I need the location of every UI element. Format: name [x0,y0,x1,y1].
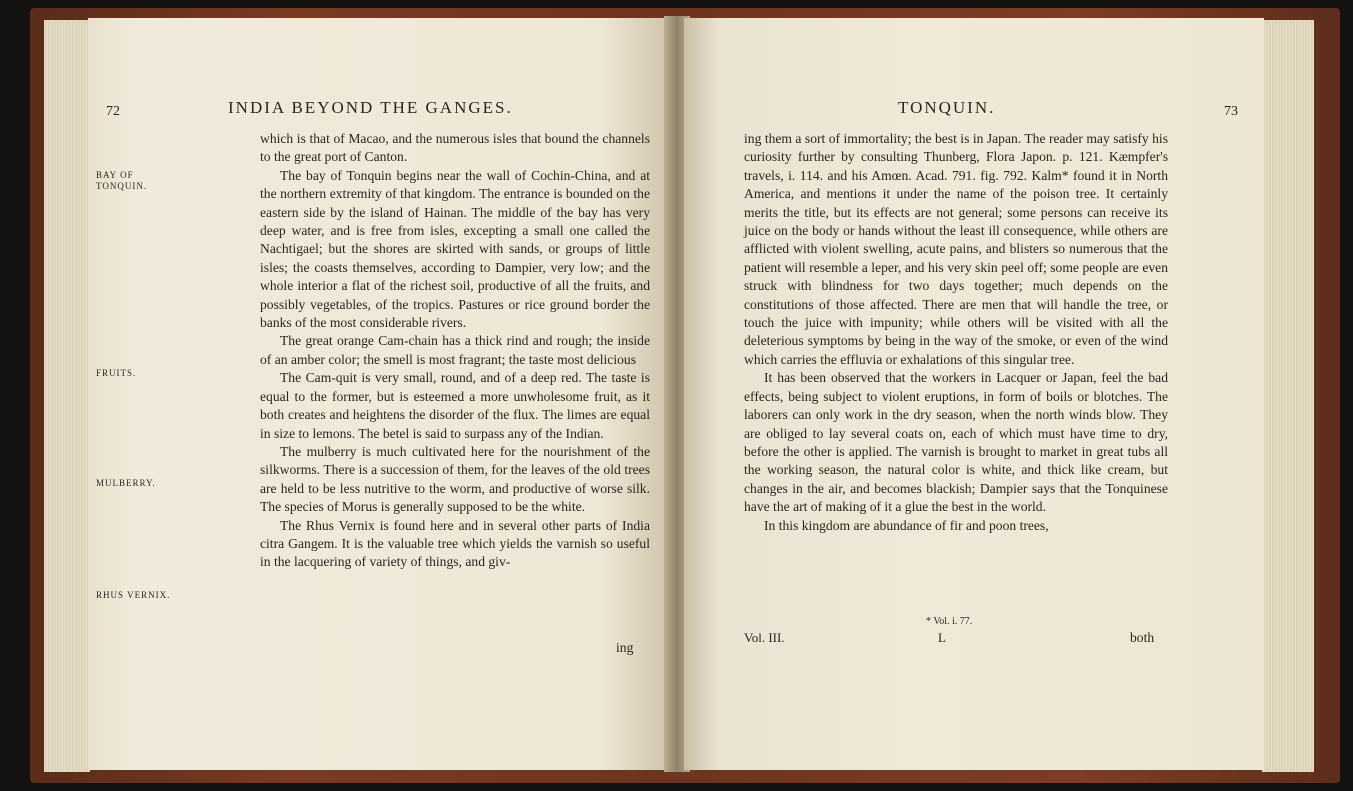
paragraph: The Cam-quit is very small, round, and of a deep red. The taste is equal to the former, but is esteemed a more unwholesome fruit, as it both creates and heightens the disorder of the flux. The limes are equal in size to lemons. The betel is said to surpass any of the Indian. [260,370,650,441]
right-page [684,18,1264,770]
right-page-header: TONQUIN. [898,98,996,117]
signature-mark: L [938,630,946,645]
right-page-number: 73 [1224,104,1238,119]
side-note-bay: BAY OF TONQUIN. [96,170,148,191]
paragraph: The Rhus Vernix is found here and in several other parts of India citra Gangem. It is the valuable tree which yields the varnish so useful in the lacquering of variety of things, and giv- [260,517,650,570]
footnote: * Vol. i. 77. [926,616,973,627]
left-page-edges [44,20,90,772]
volume-mark: Vol. III. [744,630,785,645]
right-catchword: both [1130,630,1155,645]
paragraph: It has been observed that the workers in Lacquer or Japan, feel the bad effects, being subject to violent eruptions, in form of boils or blotches. The laborers can only work in the dry season, when the north winds blow. They are obliged to lay several coats on, each of which must have time to dry, before the other is applied. The varnish is brought to market in great tubs all the working season, the natural color is white, and thick like cream, but changes in the air, and becomes blackish; Dampier says that the Tonquinese have the art of making of it a glue the best in the world. [744,370,1168,515]
side-note-rhus: RHUS VERNIX. [96,590,171,600]
left-page-body [260,130,650,572]
paragraph: which is that of Macao, and the numerous isles that bound the channels to the great port of Canton. [260,131,650,165]
left-page-number: 72 [106,104,120,119]
paragraph: The bay of Tonquin begins near the wall of Cochin-China, and at the northern extremity of that kingdom. The entrance is bounded on the eastern side by the island of Hainan. The middle of the bay has very deep water, and is free from isles, excepting a small one called the Nachtigael; but the shores are skirted with sands, or groups of little isles; the coasts themselves, according to Dampier, very low; and the whole interior a flat of the richest soil, productive of all the fruits, and possibly vegetables, of the tropics. Pastures or rice ground border the banks of the most considerable rivers. [260,167,650,331]
right-page-body [744,130,1168,535]
left-catchword: ing [616,640,634,655]
right-page-edges [1262,20,1314,772]
left-page [88,18,670,770]
left-page-header: INDIA BEYOND THE GANGES. [228,98,513,117]
paragraph: ing them a sort of immortality; the best is in Japan. The reader may satisfy his curiosity further by consulting Thunberg, Flora Japon. p. 121. Kæmpfer's travels, i. 114. and his Amœn. Acad. 791. fig. 792. Kalm* found it in North America, and mentions it under the name of the poison tree. It certainly merits the title, but its effects are not general; some persons can receive its juice on the body or hands without the least ill consequence, while others are afflicted with violent swelling, acute pains, and blisters so numerous that the patient will resemble a leper, and his very skin peel off; some people are even struck with blindness for two days together; much depends on the constitutions of those affected. There are men that will handle the tree, or touch the juice with impunity; while others will be visited with all the deleterious symptoms by being in the way of the smoke, or even of the wind which carries the effluvia or exhalations of this singular tree. [744,131,1168,367]
paragraph: The great orange Cam-chain has a thick rind and rough; the inside of an amber color; the smell is most fragrant; the taste most delicious [260,333,650,367]
paragraph: The mulberry is much cultivated here for the nourishment of the silkworms. There is a succession of them, for the leaves of the old trees are held to be less nutritive to the worm, and productive of worse silk. The species of Morus is generally supposed to be the white. [260,443,650,515]
side-note-fruits: FRUITS. [96,368,137,378]
side-note-mulberry: MULBERRY. [96,478,156,488]
paragraph: In this kingdom are abundance of fir and poon trees, [764,517,1049,533]
